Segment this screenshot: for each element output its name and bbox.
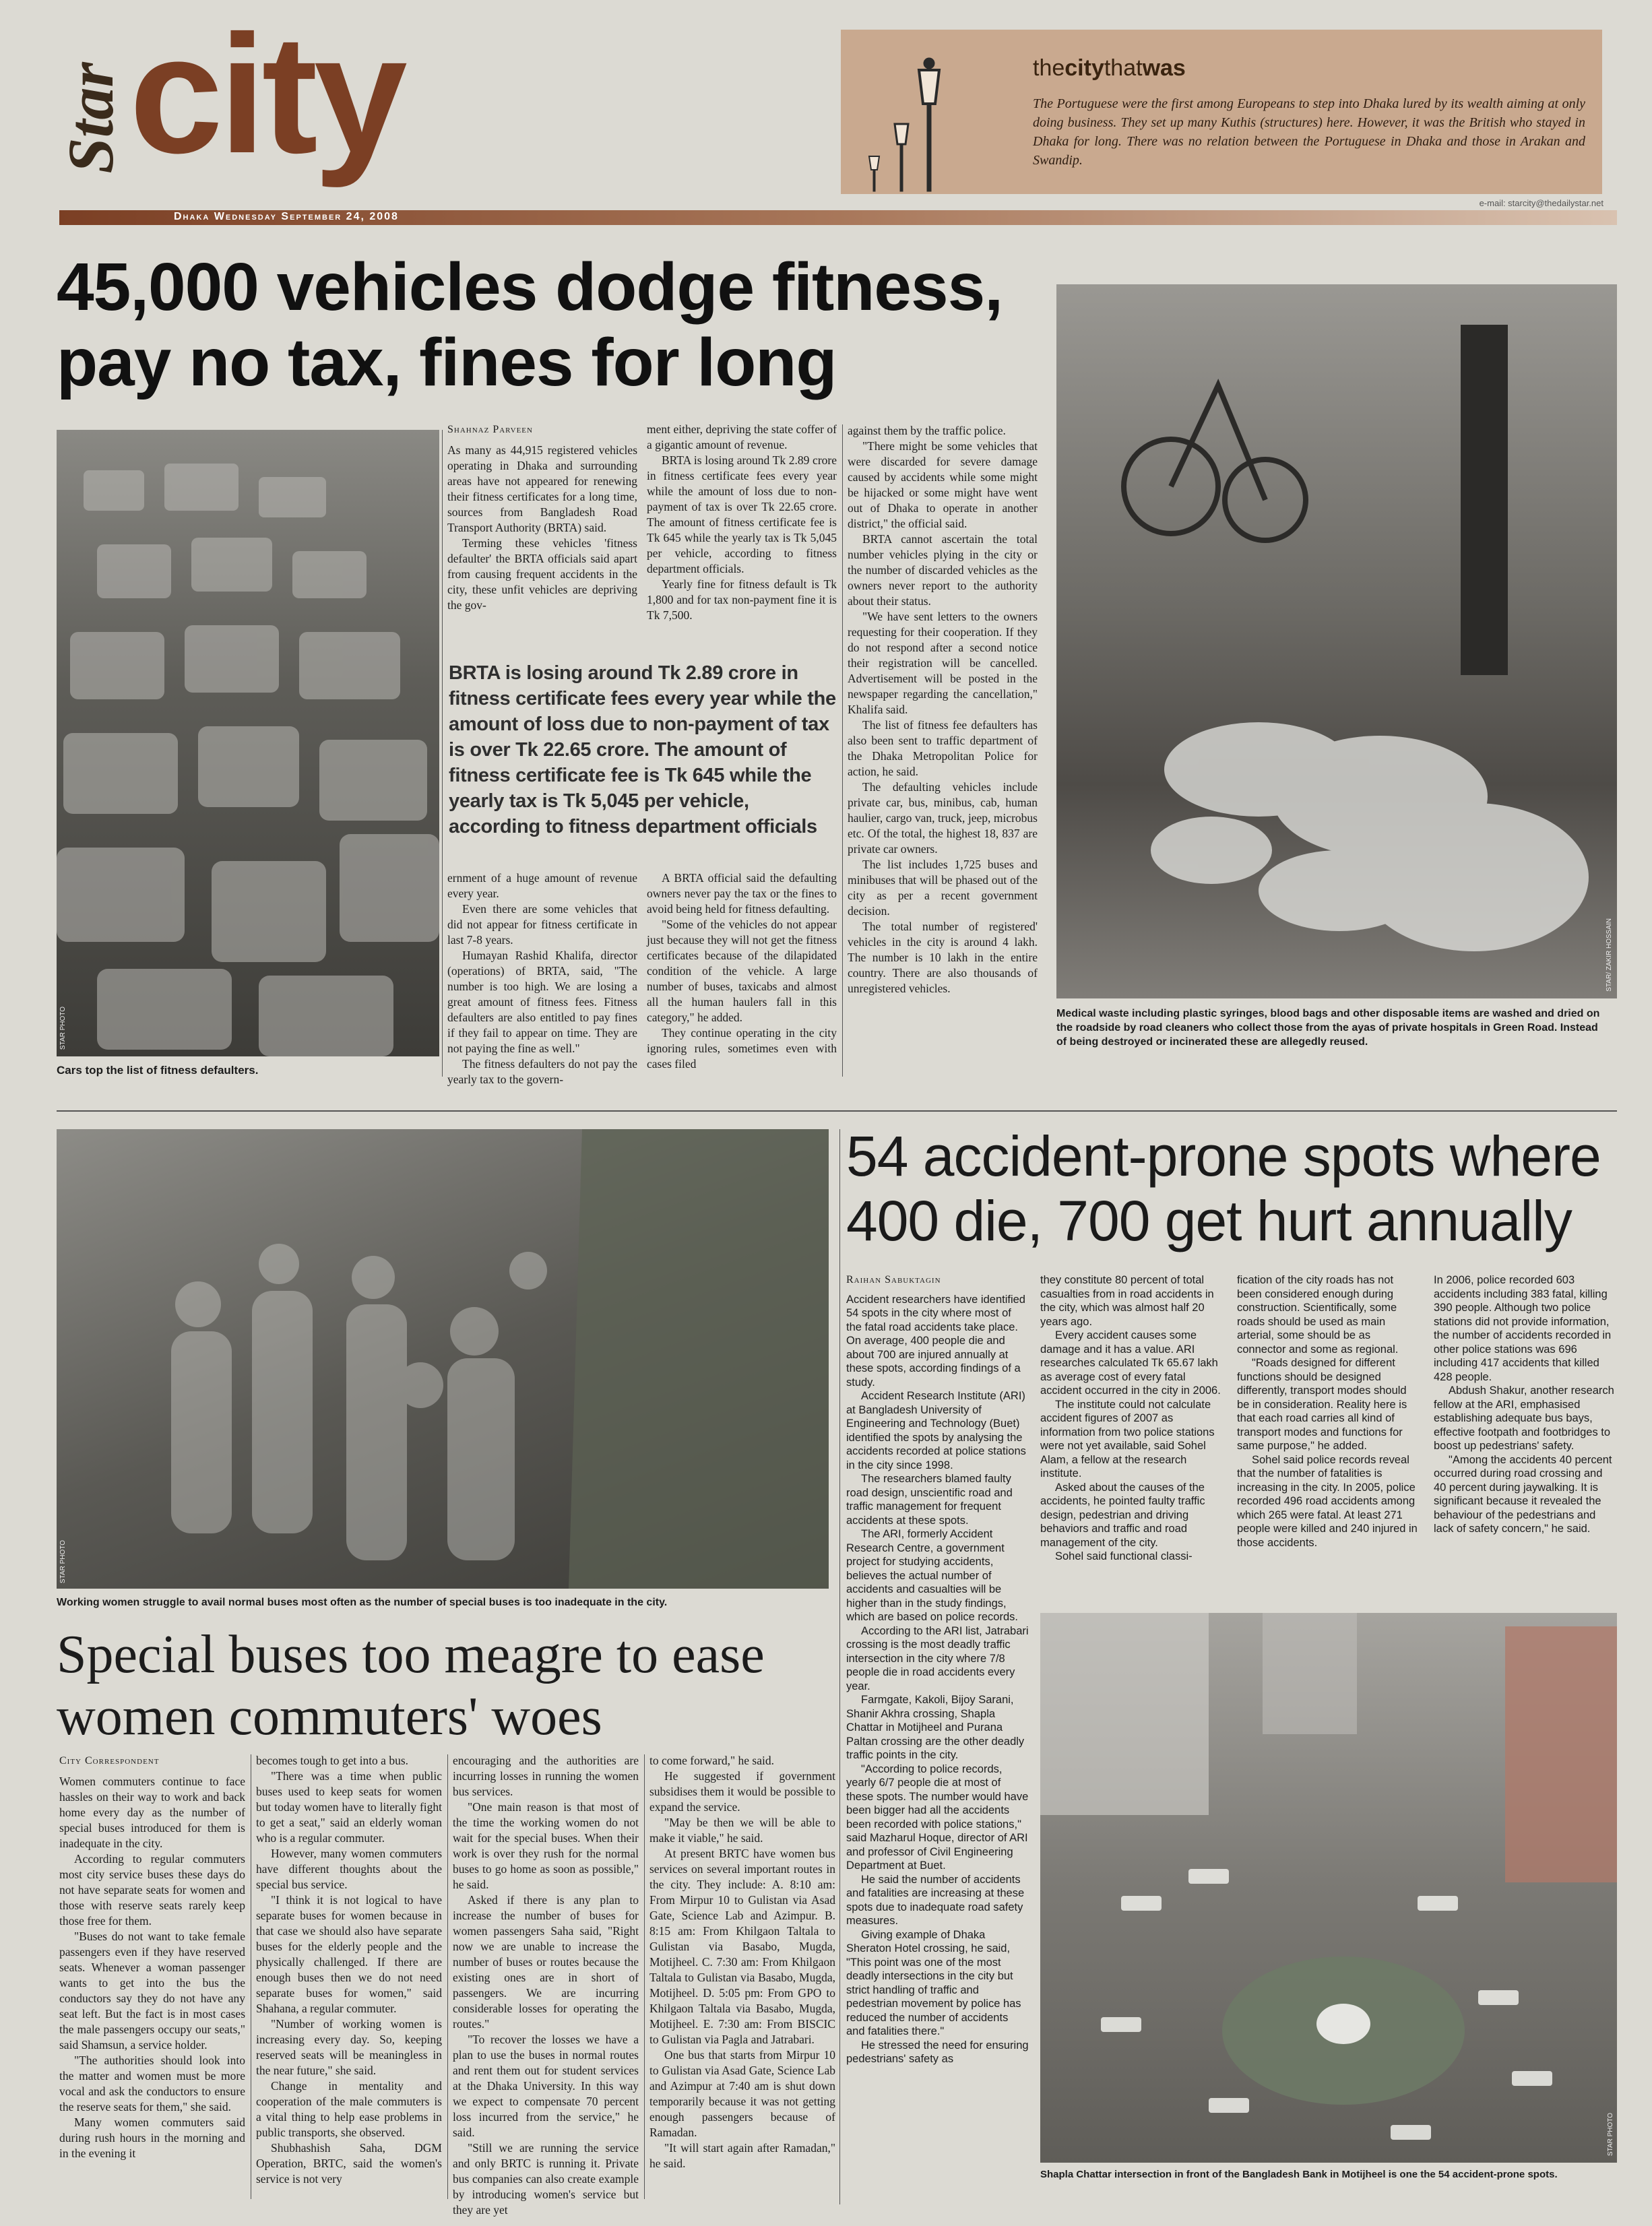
story3-byline: City Correspondent (59, 1755, 160, 1767)
story3-headline-line2: women commuters' woes (57, 1687, 602, 1746)
story2-col4-p1: In 2006, police recorded 603 accidents including 383 fatal, killing 390 people. Although two police stations did not provide information, the number of accidents recorded in other police stations was 696 including 417 accidents that killed 428 people. (1434, 1274, 1612, 1383)
story3-col4-p2: He suggested if government subsidises them it would be possible to expand the service. (649, 1769, 835, 1814)
story3-column1 (59, 1753, 245, 2204)
story3-col2-p7: Shubhashish Saha, DGM Operation, BRTC, said the women's service is not very (256, 2141, 442, 2186)
column-rule (447, 1754, 448, 2199)
story3-col2-p1: becomes tough to get into a bus. (256, 1754, 409, 1767)
story1-headline-line1: 45,000 vehicles dodge fitness, (57, 249, 1003, 325)
story3-col2-p4: "I think it is not logical to have separate buses for women because in that case we should also have separate buses for the elderly people and the physically challenged. If there are enough buses then we do not need separate buses for women," said Shahana, a regular commuter. (256, 1893, 442, 2015)
story2-col2-p3: The institute could not calculate accident figures of 2007 as information from two police stations were not yet available, said Sohel Alam, a fellow at the research institute. (1040, 1398, 1215, 1480)
women-bus-photo (57, 1129, 829, 1589)
story3-col4-p6: "It will start again after Ramadan," he said. (649, 2141, 835, 2170)
column-rule (644, 1754, 645, 2199)
story3-col4-p3: "May be then we will be able to make it viable," he said. (649, 1816, 835, 1845)
story2-col2-p1: they constitute 80 percent of total casualties from in road accidents in the city, which was almost half 20 years ago. (1040, 1274, 1214, 1328)
story3-col2-p2: "There was a time when public buses used to keep seats for women but today women have to literally fight to get a seat," said an elderly woman who is a regular commuter. (256, 1769, 442, 1845)
dateline-bar (59, 210, 1617, 225)
title-was: was (1142, 55, 1186, 81)
women-bus-caption: Working women struggle to avail normal buses most often as the number of special buses is too inadequate in the city. (57, 1597, 668, 1608)
story3-column3 (453, 1753, 639, 2217)
story2-col4-p3: "Among the accidents 40 percent occurred during road crossing and 40 percent during jaywalking. It is significant because it revealed the behaviour of the pedestrians and lack of safety concern," he said. (1434, 1453, 1612, 1535)
story3-headline-line1: Special buses too meagre to ease (57, 1625, 765, 1684)
story3-col4-p5: One bus that starts from Mirpur 10 to Gulistan via Asad Gate, Science Lab and Azimpur at 7:40 am is shut down temporarily because it was not getting enough passengers because of Ramadan. (649, 2048, 835, 2139)
story3-headline (57, 1624, 838, 1748)
story3-col2-p3: However, many women commuters have different thoughts about the special bus service. (256, 1847, 442, 1891)
story1-col3-p4: "We have sent letters to the owners requesting for their cooperation. If they do not respond after a second notice their registration will be cancelled. Advertisement will be posted in the newspaper regarding the cancellation," Khalifa said. (848, 610, 1038, 716)
story1-col3-p7: The list includes 1,725 buses and minibuses that will be phased out of the city as per a recent government decision. (848, 858, 1038, 918)
story3-col3-p1: encouraging and the authorities are incurring losses in running the women bus services. (453, 1754, 639, 1798)
story1-col3-p6: The defaulting vehicles include private car, bus, minibus, cab, human haulier, cargo van, truck, jeep, microbus etc. Of the total, the highest 18, 837 are private car owners. (848, 780, 1038, 856)
story2-col1-p5: According to the ARI list, Jatrabari crossing is the most deadly traffic intersection in the city where 7/8 people die in road accidents every year. (846, 1624, 1029, 1692)
story3-col2-p6: Change in mentality and cooperation of the male commuters is a vital thing to help ease problems in public transports, she observed. (256, 2079, 442, 2139)
story2-col1-p4: The ARI, formerly Accident Research Centre, a government project for studying accidents, believes the actual number of accidents and casualties will be higher than in the study findings, which are based on police records. (846, 1528, 1018, 1623)
story2-col2-p4: Asked about the causes of the accidents, he pointed faulty traffic design, pedestrian and driving behaviors and traffic and road management of the city. (1040, 1481, 1205, 1549)
story2-column4 (1434, 1273, 1617, 1597)
story1-column1-bottom (447, 870, 637, 1086)
column-rule (842, 424, 843, 1077)
shapla-chattar-photo-credit: STAR PHOTO (1607, 2112, 1614, 2156)
medical-waste-photo-credit: STAR/ ZAKIR HOSSAIN (1606, 918, 1613, 992)
story1-col2b-p2: "Some of the vehicles do not appear just because they will not get the fitness certificates because of the dilapidated condition of the vehicle. A large number of buses, taxicabs and almost all the human haulers fall in this category," he added. (647, 918, 837, 1024)
story1-col2b-p1: A BRTA official said the defaulting owners never pay the tax or the fines to avoid being held for fitness defaulting. (647, 871, 837, 916)
story2-column3 (1237, 1273, 1420, 1597)
story3-col4-p1: to come forward," he said. (649, 1754, 774, 1767)
traffic-jam-image (57, 430, 439, 1056)
story1-col3-p1: against them by the traffic police. (848, 424, 1006, 437)
story3-column4 (649, 1753, 835, 2204)
story2-col3-p3: Sohel said police records reveal that the number of fatalities is increasing in the city. In 2005, police recorded 496 road accidents among which 265 were fatal. At least 271 people were killed and 240 injured in those accidents. (1237, 1453, 1418, 1549)
story2-col3-p1: fication of the city roads has not been considered enough during construction. Scientifically, some roads should be used as main arterial, some should be as connector and some as regional. (1237, 1274, 1399, 1356)
story2-column2 (1040, 1273, 1224, 1597)
masthead (54, 0, 1617, 243)
women-bus-image (57, 1129, 829, 1589)
dateline: Dhaka Wednesday September 24, 2008 (174, 211, 399, 222)
city-that-was-box (841, 30, 1602, 194)
story1-col1-p2: Terming these vehicles 'fitness defaulter' the BRTA officials said apart from causing frequent accidents in the city, these unfit vehicles are depriving the gov- (447, 536, 637, 612)
story2-headline-line1: 54 accident-prone spots where (846, 1124, 1601, 1188)
story3-col4-p4: At present BRTC have women bus services on several important routes in the city. They include: A. 8:10 am: From Mirpur 10 to Gulistan via Asad Gate, Science Lab and Azimpur. B. 8:15 am: From Khilgaon Taltala to Gulistan via Basabo, Mugda, Motijheel. C. 7:30 am: From Khilgaon Taltala to Gulistan via Basabo, Mugda, Motijheel. D. 5:05 pm: From GPO to Khilgaon Taltala via Basabo, Mugda, Motijheel. E. 7:30 am: From BISCIC to Gulistan via Pagla and Jatrabari. (649, 1847, 835, 2046)
traffic-photo (57, 430, 439, 1056)
story2-byline: Raihan Sabuktagin (846, 1274, 941, 1285)
story3-col3-p2: "One main reason is that most of the time the working women do not wait for the special buses. When their work is over they rush for the normal buses to go home as soon as possible," he said. (453, 1800, 639, 1891)
story1-column2-bottom (647, 870, 837, 1077)
story2-headline (846, 1124, 1621, 1253)
story3-col3-p4: "To recover the losses we have a plan to use the buses in normal routes and rent them out for student services at the Dhaka University. In this way we expect to compensate 70 percent loss incurred from the service," he said. (453, 2033, 639, 2139)
story1-col2-p2: BRTA is losing around Tk 2.89 crore in fitness certificate fees every year while the amount of loss due to non-payment of tax is over Tk 22.65 crore. The amount of fitness certificate fee is Tk 645 while the yearly tax is Tk 5,045 per vehicle, according to fitness department officials. (647, 453, 837, 575)
shapla-chattar-photo (1040, 1613, 1617, 2163)
story1-col2b-p3: They continue operating in the city ignoring rules, sometimes even with cases filed (647, 1026, 837, 1071)
story2-col1-p6: Farmgate, Kakoli, Bijoy Sarani, Shanir Akhra crossing, Shapla Chattar in Motijheel and Purana Paltan crossing are the other deadly traffic points in the city. (846, 1694, 1025, 1761)
story2-col1-p7: "According to police records, yearly 6/7 people die at most of these spots. The number would have been bigger had all the accidents been recorded with police stations," said Mazharul Hoque, director of ARI and professor of Civil Engineering Department at Buet. (846, 1762, 1029, 1872)
story3-col1-p3: "Buses do not want to take female passengers even if they have reserved seats. Whenever a woman passenger wants to get into the bus the conductors say they do not have any seat left. But the fact is in most cases the male passengers occupy our seats," said Shamsun, a service holder. (59, 1930, 245, 2052)
story2-col1-p2: Accident Research Institute (ARI) at Bangladesh University of Engineering and Technology (Buet) identified the spots by analysing the accidents recorded at police stations in the city since 1998. (846, 1390, 1026, 1471)
story1-col1b-p4: The fitness defaulters do not pay the yearly tax to the govern- (447, 1057, 637, 1086)
email: e-mail: starcity@thedailystar.net (1479, 198, 1603, 208)
story1-col1b-p3: Humayan Rashid Khalifa, director (operations) of BRTA, said, "The number is too high. We are losing a great amount of fitness fees. Fitness defaulters are also entitled to pay fines if they fail to appear on time. They are not paying the fine as well." (447, 949, 637, 1055)
story2-col2-p5: Sohel said functional classi- (1055, 1550, 1193, 1562)
story1-col1b-p2: Even there are some vehicles that did not appear for fitness certificate in last 7-8 years. (447, 902, 637, 947)
story1-byline: Shahnaz Parveen (447, 424, 533, 435)
medical-waste-image (1056, 284, 1617, 998)
shapla-chattar-caption: Shapla Chattar intersection in front of the Bangladesh Bank in Motijheel is one the 54 accident-prone spots. (1040, 2169, 1558, 2180)
story2-column1 (846, 1273, 1029, 2203)
story1-col3-p3: BRTA cannot ascertain the total number vehicles plying in the city or the number of discarded vehicles as the owners never report to the authority about their status. (848, 532, 1038, 608)
logo-star-text: Star (55, 62, 127, 174)
women-bus-photo-credit: STAR PHOTO (59, 1539, 67, 1583)
logo-city: city (129, 0, 404, 188)
story1-column1 (447, 422, 637, 644)
story3-col1-p1: Women commuters continue to face hassles on their way to work and back home every day as the number of special buses introduced for them is inadequate in the city. (59, 1775, 245, 1850)
story2-col3-p2: "Roads designed for different functions should be designed differently, transport modes should be in consideration. Reality here is that each road carries all kind of transport modes and functions for same purpose," he added. (1237, 1357, 1407, 1452)
story2-col1-p8: He said the number of accidents and fatalities are increasing at these spots due to inadequate road safety measures. (846, 1873, 1025, 1927)
story2-col1-p3: The researchers blamed faulty road design, unscientific road and traffic management for frequent accidents at these spots. (846, 1473, 1013, 1527)
story2-col1-p1: Accident researchers have identified 54 spots in the city where most of the fatal road accidents take place. On average, 400 people die and about 700 are injured annually at these spots, according findings of a study. (846, 1293, 1025, 1389)
column-rule (839, 1129, 840, 2204)
medical-waste-caption: Medical waste including plastic syringes, blood bags and other disposable items are washed and dried on the roadside by road cleaners who collect those from the ayas of private hospitals in Green Road. Instead of being destroyed or incinerated these are allegedly reused. (1056, 1008, 1600, 1048)
story1-col3-p2: "There might be some vehicles that were discarded for severe damage caused by accidents while some might be hijacked or some might have went out of Dhaka to operate in another district," the official said. (848, 439, 1038, 530)
story2-col1-p10: He stressed the need for ensuring pedestrians' safety as (846, 2039, 1029, 2065)
title-city: city (1065, 55, 1104, 81)
title-the: the (1033, 55, 1065, 81)
story3-col1-p4: "The authorities should look into the matter and women must be more vocal and ask the conductors to ensure the reserve seats for them," she said. (59, 2054, 245, 2113)
story2-col2-p2: Every accident causes some damage and it has a value. ARI researches calculated Tk 65.67 lakh as average cost of every fatal accident occurred in the city in 2006. (1040, 1329, 1221, 1397)
city-that-was-text: The Portuguese were the first among Europeans to step into Dhaka lured by its wealth aiming at only doing business. They set up many Kuthis (structures) here. However, it was the British who stayed in Dhaka for long. There was no relation between the Portuguese in Dhaka and those in Arakan and Swandip. (1033, 96, 1585, 168)
story2-col4-p2: Abdush Shakur, another research fellow at the ARI, emphasised establishing adequate bus bays, effective footpath and footbridges to boost up pedestrians' safety. (1434, 1385, 1614, 1452)
story3-column2 (256, 1753, 442, 2204)
section-divider (57, 1110, 1617, 1112)
story1-col2-p1: ment either, depriving the state coffer of a gigantic amount of revenue. (647, 422, 837, 451)
story1-headline-line2: pay no tax, fines for long (57, 325, 837, 400)
story3-col3-p5: "Still we are running the service and only BRTC is running it. Private bus companies can also create example by introducing women's service but they are yet (453, 2141, 639, 2217)
story3-col3-p3: Asked if there is any plan to increase the number of buses for women passengers Saha said, "Right now we are unable to increase the number of buses or routes because the existing ones are in short of passengers. We are incurring considerable losses for operating the routes." (453, 1893, 639, 2031)
traffic-photo-caption: Cars top the list of fitness defaulters. (57, 1064, 259, 1077)
title-that: that (1104, 55, 1143, 81)
story1-pullquote: BRTA is losing around Tk 2.89 crore in fitness certificate fees every year while the amount of loss due to non-payment of tax is over Tk 22.65 crore. The amount of fitness certificate fee is Tk 645 while the yearly tax is Tk 5,045 per vehicle, according to fitness department officials (449, 662, 836, 837)
medical-waste-photo (1056, 284, 1617, 998)
shapla-chattar-image (1040, 1613, 1617, 2163)
star-logo (54, 27, 128, 202)
story1-column2 (647, 422, 837, 644)
story2-col1-p9: Giving example of Dhaka Sheraton Hotel crossing, he said, "This point was one of the most deadly intersections in the city but strict handling of traffic and pedestrian movement by police has reduced the number of accidents and fatalities there." (846, 1928, 1021, 2037)
story3-col2-p5: "Number of working women is increasing every day. So, keeping reserved seats will be meaningless in the near future," she said. (256, 2017, 442, 2077)
city-that-was-title (1033, 55, 1186, 82)
story1-col1b-p1: ernment of a huge amount of revenue every year. (447, 871, 637, 900)
story1-column3 (848, 423, 1038, 1077)
traffic-photo-credit: STAR PHOTO (59, 1006, 67, 1050)
story1-col3-p5: The list of fitness fee defaulters has also been sent to traffic department of the Dhaka Metropolitan Police for action, he said. (848, 718, 1038, 778)
story1-col2-p3: Yearly fine for fitness default is Tk 1,800 and for tax non-payment fine it is Tk 7,500. (647, 577, 837, 622)
column-rule (442, 430, 443, 1077)
story3-col1-p5: Many women commuters said during rush hours in the morning and in the evening it (59, 2116, 245, 2160)
street-lamp-icon (861, 43, 976, 191)
story3-col1-p2: According to regular commuters most city service buses these days do not have separate seats for women and those with reserve seats rarely keep those free for them. (59, 1852, 245, 1928)
story1-col3-p8: The total number of registered' vehicles in the city is around 4 lakh. The number is 10 lakh in the entire country. There are also thousands of unregistered vehicles. (848, 920, 1038, 995)
story2-headline-line2: 400 die, 700 get hurt annually (846, 1189, 1572, 1252)
story1-headline (57, 249, 1040, 400)
story1-col1-p1: As many as 44,915 registered vehicles operating in Dhaka and surrounding areas have not appeared for renewing their fitness certificates for a long time, sources from Bangladesh Road Transport Authority (BRTA) said. (447, 443, 637, 534)
